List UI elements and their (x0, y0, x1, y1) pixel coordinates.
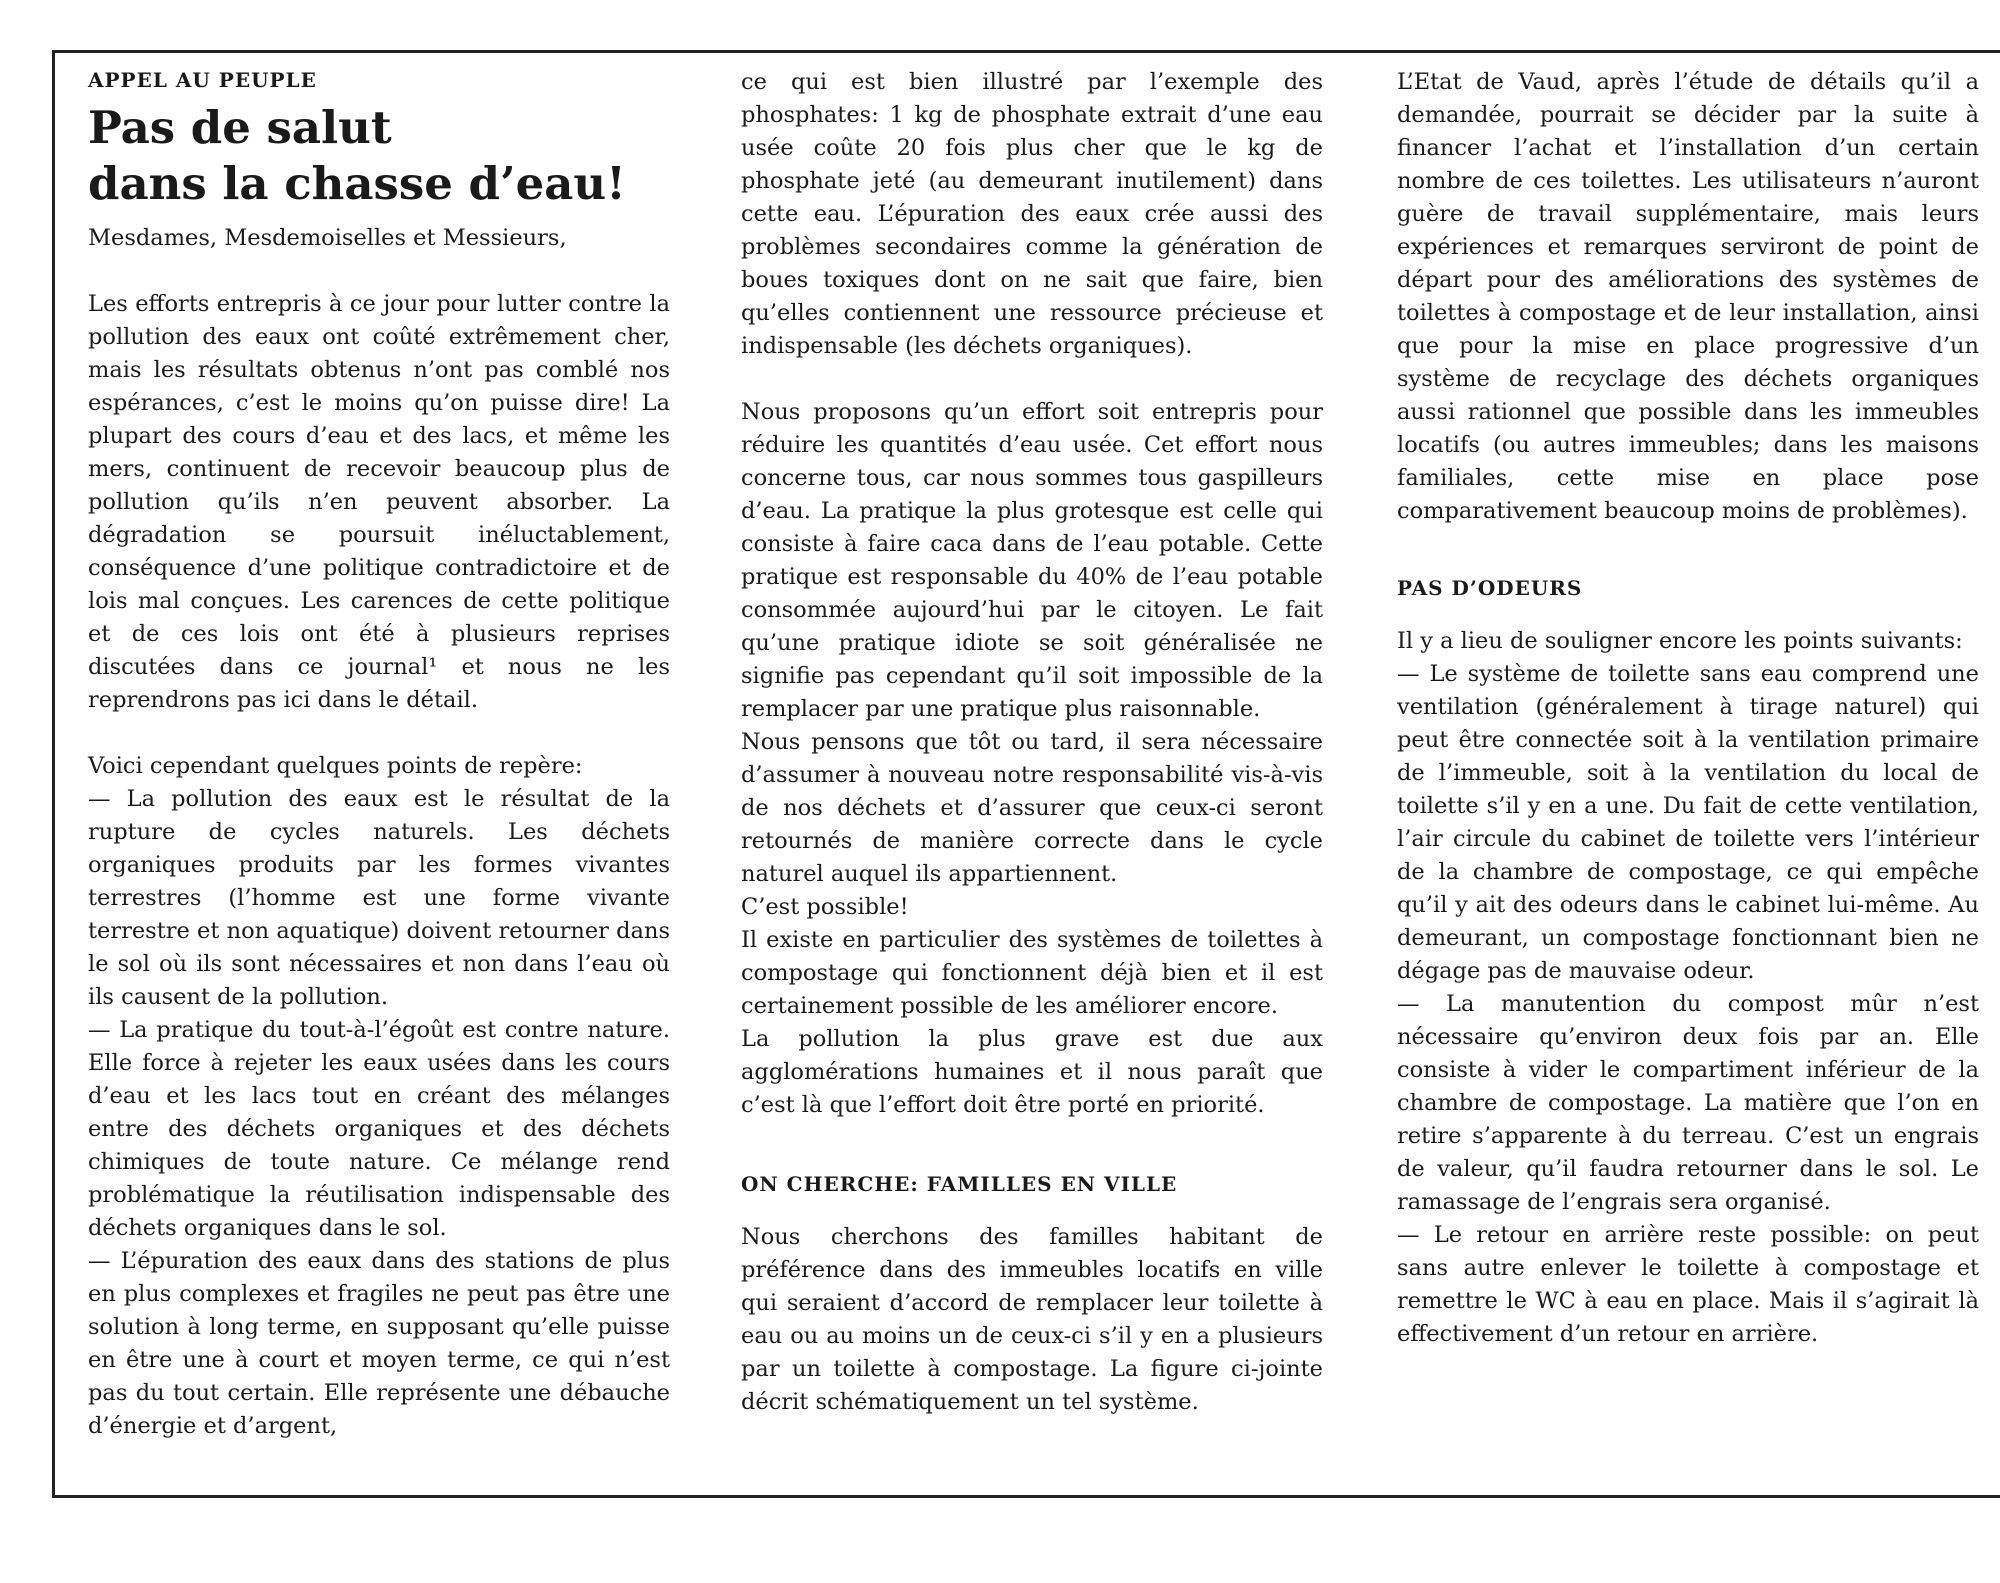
c2-paragraph-4: C’est possible! (741, 894, 909, 920)
subheading-familles: ON CHERCHE: FAMILLES EN VILLE (741, 1172, 1178, 1196)
salutation: Mesdames, Mesdemoiselles et Messieurs, (88, 225, 567, 251)
c3-list-item-2: — La manutention du compost mûr n’est nécessaire qu’environ deux fois par an. Elle consiste à vider le compartiment inférieur de la chambre de compostage. La matière que l’on en retire s’apparente à du terreau. C’est un engrais de valeur, qu’il faudra retourner dans le sol. Le ramassage de l’engrais sera organisé. (1397, 991, 1979, 1215)
c2-paragraph-7: Nous cherchons des familles habitant de préférence dans des immeubles locatifs en ville qui seraient d’accord de remplacer leur toilette à eau ou au moins un de ceux-ci s’il y en a plusieurs par un toilette à compostage. La figure ci-jointe décrit schématiquement un tel système. (741, 1224, 1323, 1415)
c2-paragraph-1: ce qui est bien illustré par l’exemple des phosphates: 1 kg de phosphate extrait d’une eau usée coûte 20 fois plus cher que le kg de phosphate jeté (au demeurant inutilement) dans cette eau. L’épuration des eaux crée aussi des problèmes secondaires comme la génération de boues toxiques dont on ne sait que faire, bien qu’elles contiennent une ressource précieuse et indispensable (les déchets organiques). (741, 69, 1323, 359)
kicker: APPEL AU PEUPLE (88, 68, 317, 92)
c2-paragraph-6: La pollution la plus grave est due aux agglomérations humaines et il nous paraît que c’est là que l’effort doit être porté en priorité. (741, 1026, 1323, 1118)
list-item-1: — La pollution des eaux est le résultat de la rupture de cycles naturels. Les déchets organiques produits par les formes vivantes terrestres (l’homme est une forme vivante terrestre et non aquatique) doivent retourner dans le sol où ils sont nécessaires et non dans l’eau où ils causent de la pollution. (88, 786, 670, 1010)
paragraph-2-intro: Voici cependant quelques points de repère: (88, 753, 583, 779)
c3-list-item-3: — Le retour en arrière reste possible: on peut sans autre enlever le toilette à compostage et remettre le WC à eau en place. Mais il s’agirait là effectivement d’un retour en arrière. (1397, 1222, 1979, 1347)
subheading-odeurs: PAS D’ODEURS (1397, 576, 1583, 600)
headline (88, 100, 670, 212)
c3-list-item-1: — Le système de toilette sans eau comprend une ventilation (généralement à tirage naturel) qui peut être connectée soit à la ventilation primaire de l’immeuble, soit à la ventilation du local de toilette s’il y en a une. Du fait de cette ventilation, l’air circule du cabinet de toilette vers l’intérieur de la chambre de compostage, ce qui empêche qu’il y ait des odeurs dans le cabinet lui-même. Au demeurant, un compostage fonctionnant bien ne dégage pas de mauvaise odeur. (1397, 661, 1979, 984)
c2-paragraph-2: Nous proposons qu’un effort soit entrepris pour réduire les quantités d’eau usée. Cet effort nous concerne tous, car nous sommes tous gaspilleurs d’eau. La pratique la plus grotesque est celle qui consiste à faire caca dans de l’eau potable. Cette pratique est responsable du 40% de l’eau potable consommée aujourd’hui par le citoyen. Le fait qu’une pratique idiote se soit généralisée ne signifie pas cependant qu’il soit impossible de la remplacer par une pratique plus raisonnable. (741, 399, 1323, 722)
c3-paragraph-2: Il y a lieu de souligner encore les points suivants: (1397, 628, 1963, 654)
column-3 (1397, 66, 1979, 1351)
c2-paragraph-5: Il existe en particulier des systèmes de toilettes à compostage qui fonctionnent déjà bien et il est certainement possible de les améliorer encore. (741, 927, 1323, 1019)
headline-line-1: Pas de salut (88, 101, 392, 154)
list-item-3: — L’épuration des eaux dans des stations de plus en plus complexes et fragiles ne peut pas être une solution à long terme, en supposant qu’elle puisse en être une à court et moyen terme, ce qui n’est pas du tout certain. Elle représente une débauche d’énergie et d’argent, (88, 1248, 670, 1439)
list-item-2: — La pratique du tout-à-l’égoût est contre nature. Elle force à rejeter les eaux usées dans les cours d’eau et les lacs tout en créant des mélanges entre des déchets organiques et des déchets chimiques de toute nature. Ce mélange rend problématique la réutilisation indispensable des déchets organiques dans le sol. (88, 1017, 670, 1241)
c3-paragraph-1: L’Etat de Vaud, après l’étude de détails qu’il a demandée, pourrait se décider par la suite à financer l’achat et l’installation d’un certain nombre de ces toilettes. Les utilisateurs n’auront guère de travail supplémentaire, mais leurs expériences et remarques serviront de point de départ pour des améliorations des systèmes de toilettes à compostage et de leur installation, ainsi que pour la mise en place progressive d’un système de recyclage des déchets organiques aussi rationnel que possible dans les immeubles locatifs (ou autres immeubles; dans les maisons familiales, cette mise en place pose comparativement beaucoup moins de problèmes). (1397, 69, 1979, 524)
column-1 (88, 66, 670, 1443)
c2-paragraph-3: Nous pensons que tôt ou tard, il sera nécessaire d’assumer à nouveau notre responsabilité vis-à-vis de nos déchets et d’assurer que ceux-ci seront retournés de manière correcte dans le cycle naturel auquel ils appartiennent. (741, 729, 1323, 887)
column-2 (741, 66, 1323, 1419)
headline-line-2: dans la chasse d’eau! (88, 157, 626, 210)
paragraph-1: Les efforts entrepris à ce jour pour lutter contre la pollution des eaux ont coûté extrêmement cher, mais les résultats obtenus n’ont pas comblé nos espérances, c’est le moins qu’on puisse dire! La plupart des cours d’eau et des lacs, et même les mers, continuent de recevoir beaucoup plus de pollution qu’ils n’en peuvent absorber. La dégradation se poursuit inéluctablement, conséquence d’une politique contradictoire et de lois mal conçues. Les carences de cette politique et de ces lois ont été à plusieurs reprises discutées dans ce journal¹ et nous ne les reprendrons pas ici dans le détail. (88, 291, 670, 713)
